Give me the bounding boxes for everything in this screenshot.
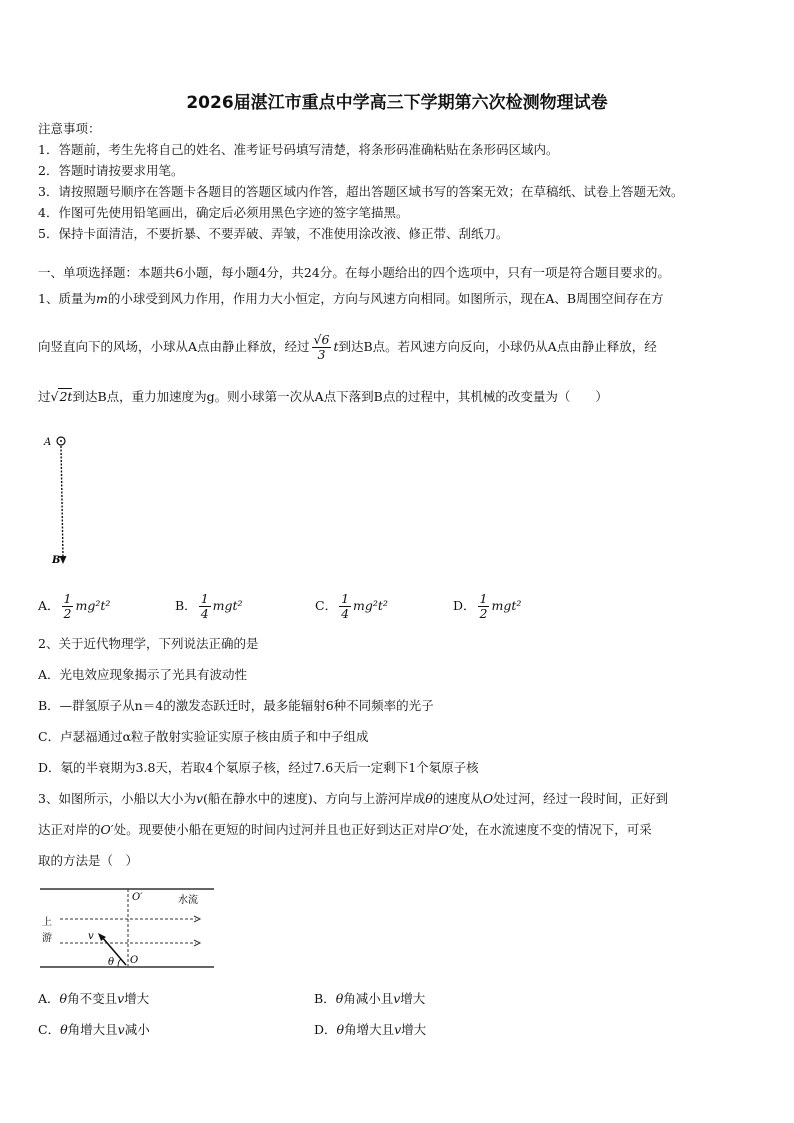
q1-option-a[interactable] (38, 592, 110, 621)
option-text: 角增大且 (67, 1022, 118, 1037)
fig-angle-arc (118, 959, 121, 967)
q1-option-d[interactable] (453, 592, 521, 621)
q3-text: 处。现要使小船在更短的时间内过河并且也正好到达正对岸 (113, 822, 439, 837)
q3-line2 (38, 822, 652, 838)
frac-den: 4 (341, 606, 350, 621)
q3-line1 (38, 791, 668, 807)
q3-theta-symbol: θ (425, 791, 433, 806)
q1-fraction (312, 333, 332, 362)
q3-line3: 取的方法是（ ） (38, 853, 139, 868)
option-text: 角增大且 (344, 1022, 395, 1037)
q2-option-c[interactable]: C．卢瑟福通过α粒子散射实验证实原子核由质子和中子组成 (38, 729, 369, 744)
option-theta: θ (335, 991, 344, 1006)
q2-option-b[interactable]: B．—群氢原子从n＝4的激发态跃迁时，最多能辐射6种不同频率的光子 (38, 698, 434, 713)
q1-text: 1、质量为 (38, 291, 96, 306)
q2-option-d[interactable]: D．氡的半衰期为3.8天，若取4个氡原子核，经过7.6天后一定剩下1个氡原子核 (38, 760, 479, 775)
fig-path-line (61, 446, 63, 558)
fig-label-theta: θ (108, 957, 115, 968)
option-label: C． (315, 598, 338, 613)
q1-t-symbol: t (333, 339, 339, 354)
option-label: A． (38, 598, 60, 613)
q1-figure (40, 430, 80, 570)
q3-text: 达正对岸的 (38, 822, 101, 837)
frac-den: 2 (63, 606, 72, 621)
q3-text: 处，在水流速度不变的情况下，可采 (451, 822, 652, 837)
option-label: B． (175, 598, 197, 613)
q3-option-d[interactable] (314, 1020, 426, 1038)
frac-num: 1 (63, 591, 72, 606)
q2-option-a[interactable]: A．光电效应现象揭示了光具有波动性 (38, 667, 248, 682)
option-v: v (117, 991, 125, 1006)
q3-text: 3、如图所示，小船以大小为 (38, 791, 196, 806)
notice-item: 1．答题前，考生先将自己的姓名、准考证号码填写清楚，将条形码准确粘贴在条形码区域内。 (38, 142, 559, 157)
q3-option-c[interactable] (38, 1020, 150, 1038)
fig-label-flow: 水流 (178, 895, 198, 906)
q1-line1 (38, 291, 664, 307)
frac-num: 1 (479, 591, 488, 606)
fig-label-upstream-1: 上 (42, 917, 52, 928)
option-v: v (117, 1022, 125, 1037)
q3-v-symbol: v (195, 791, 204, 806)
option-label: D． (314, 1022, 337, 1037)
q1-frac-num: √6 (313, 332, 330, 347)
fig-label-oprime: O′ (132, 892, 143, 903)
q3-option-b[interactable] (314, 989, 425, 1007)
notice-item: 3．请按照题号顺序在答题卡各题目的答题区域内作答，超出答题区域书写的答案无效；在草稿纸、试卷上答题无效。 (38, 184, 684, 199)
option-label: B． (314, 991, 336, 1006)
q1-frac-den: 3 (317, 347, 326, 362)
option-expr: mgt² (212, 598, 243, 613)
fig-label-o: O (130, 955, 139, 966)
q1-text: 的小球受到风力作用，作用力大小恒定，方向与风速方向相同。如图所示，现在A、B周围空间存在方 (107, 291, 664, 306)
page-title: 2026届湛江市重点中学高三下学期第六次检测物理试卷 (186, 93, 608, 113)
fig-arrow-right-icon (194, 916, 200, 922)
q1-mass-symbol: m (95, 291, 108, 306)
fig-point-a-dot (60, 440, 62, 442)
option-text: 增大 (400, 991, 426, 1006)
fig-label-a: A (44, 437, 52, 448)
fig-arrow-right-icon (194, 940, 200, 946)
option-expr: mgt² (491, 598, 522, 613)
option-expr: mg²t² (75, 598, 111, 613)
option-label: D． (453, 598, 476, 613)
q1-text: 到达B点。若风速方向反向，小球仍从A点由静止释放，经 (338, 339, 657, 354)
q3-text: (船在静水中的速度)、方向与上游河岸成 (203, 791, 426, 806)
notice-heading: 注意事项： (38, 121, 101, 136)
option-text: 减小 (124, 1022, 150, 1037)
fig-label-upstream-2: 游 (42, 933, 52, 944)
q1-line3: 过√2t到达B点，重力加速度为g。则小球第一次从A点下落到B点的过程中，其机械的改变量为（ ） (38, 389, 608, 404)
fig-label-v: v (88, 931, 94, 942)
option-theta: θ (336, 1022, 345, 1037)
q2-stem: 2、关于近代物理学，下列说法正确的是 (38, 636, 259, 651)
fig-label-b: B (52, 555, 61, 566)
section-heading: 一、单项选择题：本题共6小题，每小题4分，共24分。在每小题给出的四个选项中，只有一项是符合题目要求的。 (38, 265, 670, 280)
option-text: 角减小且 (343, 991, 394, 1006)
q1-option-c[interactable] (315, 592, 388, 621)
q3-oprime-symbol: O′ (438, 822, 452, 837)
fig-arrow-down-icon (60, 556, 67, 564)
option-fraction (199, 592, 211, 621)
q1-option-b[interactable] (175, 592, 243, 621)
option-label: A． (38, 991, 60, 1006)
option-fraction (62, 592, 74, 621)
q3-oprime-symbol: O′ (100, 822, 114, 837)
option-v: v (394, 1022, 402, 1037)
option-theta: θ (60, 1022, 68, 1037)
q3-text: 处过河，经过一段时间，正好到 (493, 791, 669, 806)
q1-text: 到达B点，重力加速度为g。则小球第一次从A点下落到B点的过程中，其机械的改变量为（ ） (72, 389, 608, 404)
q1-text: 过 (38, 389, 51, 404)
option-theta: θ (59, 991, 68, 1006)
q1-line2 (38, 330, 657, 364)
q3-text: 的速度从 (432, 791, 483, 806)
notice-item: 5．保持卡面清洁，不要折暴、不要弄破、弄皱，不准使用涂改液、修正带、刮纸刀。 (38, 226, 509, 241)
option-text: 角不变且 (67, 991, 118, 1006)
frac-den: 4 (200, 606, 209, 621)
notice-item: 2．答题时请按要求用笔。 (38, 163, 184, 178)
q1-sqrt-expr: 2t (59, 389, 73, 404)
option-expr: mg²t² (353, 598, 388, 613)
q1-text: 向竖直向下的风场，小球从A点由静止释放，经过 (38, 339, 310, 354)
frac-num: 1 (200, 591, 209, 606)
q3-o-symbol: O (482, 791, 494, 806)
option-fraction (478, 592, 490, 621)
option-label: C． (38, 1022, 61, 1037)
frac-num: 1 (341, 591, 350, 606)
notice-item: 4．作图可先使用铅笔画出，确定后必须用黑色字迹的签字笔描黑。 (38, 205, 409, 220)
q3-figure (38, 885, 218, 971)
q3-option-a[interactable] (38, 989, 149, 1007)
option-text: 增大 (124, 991, 150, 1006)
option-fraction (339, 592, 351, 621)
option-text: 增大 (401, 1022, 427, 1037)
frac-den: 2 (479, 606, 488, 621)
option-v: v (393, 991, 401, 1006)
